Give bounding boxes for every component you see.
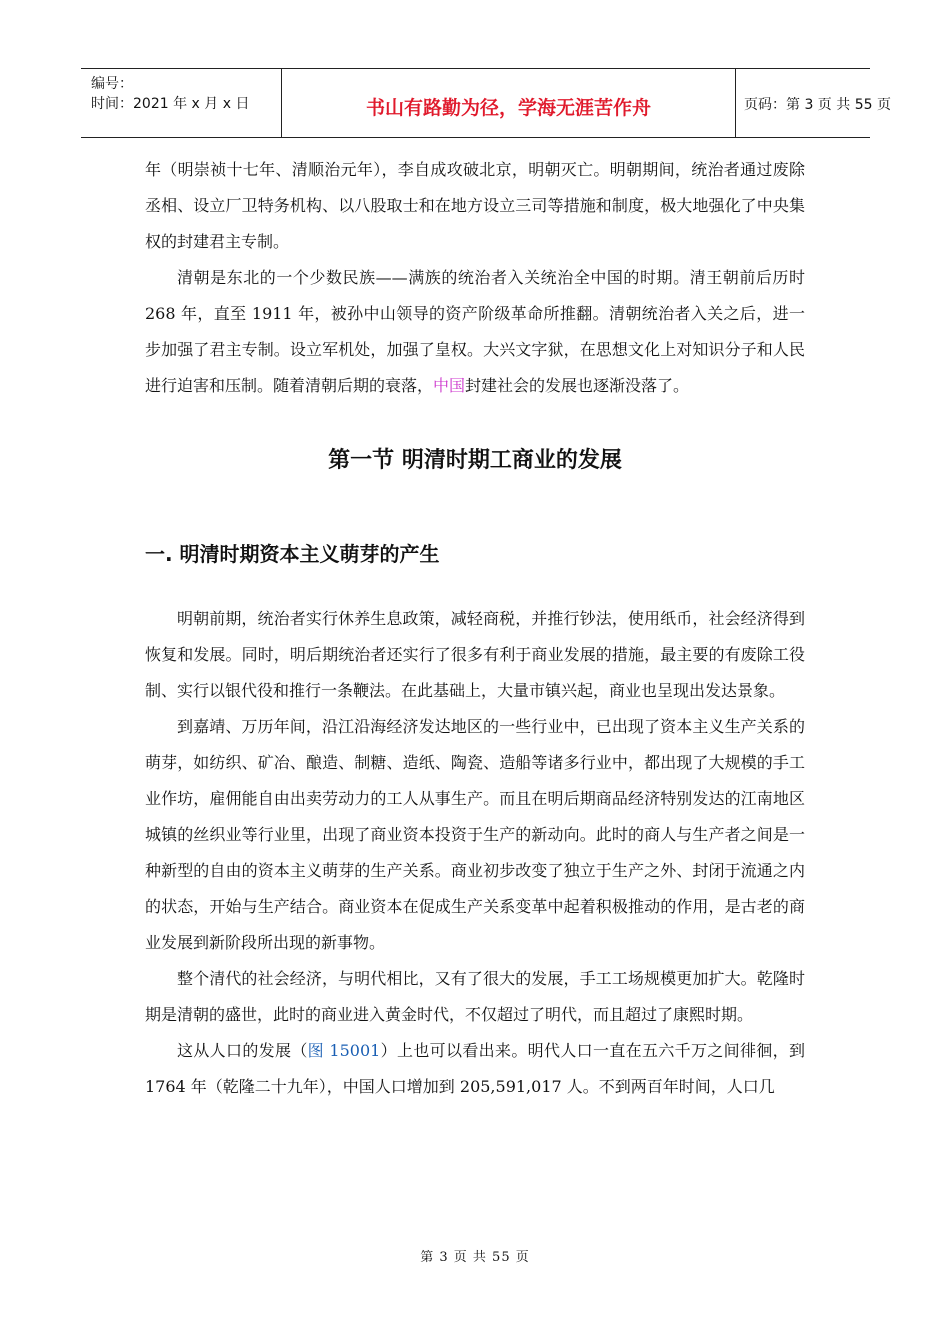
paragraph: 整个清代的社会经济，与明代相比，又有了很大的发展，手工工场规模更加扩大。乾隆时期是清朝的盛世，此时的商业进入黄金时代，不仅超过了明代，而且超过了康熙时期。 [145, 969, 805, 1024]
china-link[interactable]: 中国 [433, 376, 466, 395]
section-title: 第一节 明清时期工商业的发展 [328, 448, 622, 473]
page-info: 页码：第 3 页 共 55 页 [744, 97, 891, 113]
motto-text: 书山有路勤为径，学海无涯苦作舟 [365, 97, 651, 119]
main-text-block [145, 601, 805, 1105]
page-footer: 第 3 页 共 55 页 [420, 1250, 530, 1265]
paragraph: 到嘉靖、万历年间，沿江沿海经济发达地区的一些行业中，已出现了资本主义生产关系的萌芽，如纺织、矿冶、酿造、制糖、造纸、陶瓷、造船等诸多行业中，都出现了大规模的手工业作坊，雇佣能自由出卖劳动力的工人从事生产。而且在明后期商品经济特别发达的江南地区城镇的丝织业等行业里，出现了商业资本投资于生产的新动向。此时的商人与生产者之间是一种新型的自由的资本主义萌芽的生产关系。商业初步改变了独立于生产之外、封闭于流通之内的状态，开始与生产结合。商业资本在促成生产关系变革中起着积极推动的作用，是古老的商业发展到新阶段所出现的新事物。 [145, 717, 805, 952]
paragraph-text: 清朝是东北的一个少数民族——满族的统治者入关统治全中国的时期。清王朝前后历时 268 年，直至 1911 年，被孙中山领导的资产阶级革命所推翻。清朝统治者入关之后，进一步加强了君主专制。设立军机处，加强了皇权。大兴文字狱，在思想文化上对知识分子和人民进行迫害和压制。随着清朝后期的衰落， [145, 268, 805, 395]
subsection-title: 一. 明清时期资本主义萌芽的产生 [145, 542, 440, 566]
figure-link[interactable]: 图 15001 [307, 1041, 381, 1060]
header-center-cell [281, 69, 736, 137]
paragraph: 明朝前期，统治者实行休养生息政策，减轻商税，并推行钞法，使用纸币，社会经济得到恢复和发展。同时，明后期统治者还实行了很多有利于商业发展的措施，最主要的有废除工役制、实行以银代役和推行一条鞭法。在此基础上，大量市镇兴起，商业也呈现出发达景象。 [145, 609, 805, 700]
paragraph: 年（明崇祯十七年、清顺治元年），李自成攻破北京，明朝灭亡。明朝期间，统治者通过废除丞相、设立厂卫特务机构、以八股取士和在地方设立三司等措施和制度，极大地强化了中央集权的封建君主专制。 [145, 160, 805, 251]
paragraph-text: ）上也可以看出来。明代人口一直在五六千万之间徘徊，到 1764 年（乾隆二十九年），中国人口增加到 205,591,017 人。不到两百年时间，人口几 [145, 1041, 805, 1096]
date-label: 时间：2021 年 x 月 x 日 [91, 96, 250, 112]
page-header [81, 68, 891, 138]
header-right-cell [736, 69, 891, 137]
paragraph-text: 这从人口的发展（ [177, 1041, 308, 1060]
paragraph [145, 260, 805, 404]
intro-text-block [145, 152, 805, 404]
number-label: 编号： [91, 76, 133, 92]
paragraph-text: 封建社会的发展也逐渐没落了。 [465, 376, 690, 395]
header-left-cell [81, 69, 281, 137]
paragraph [145, 1033, 805, 1105]
